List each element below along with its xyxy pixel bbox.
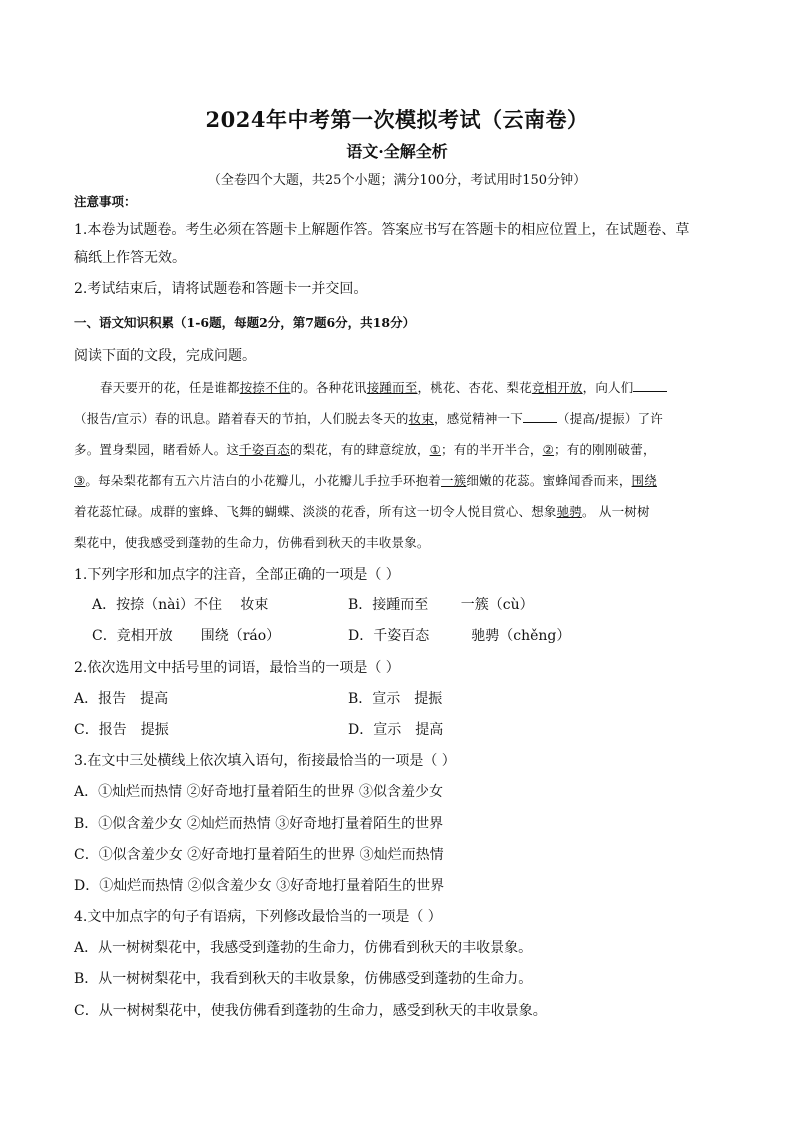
fill-blank <box>633 379 667 392</box>
question-4-option-c: C．从一树树梨花中，使我仿佛看到蓬勃的生命力，感受到秋天的丰收景象。 <box>74 1003 547 1019</box>
question-2-option-d: D．宣示 提高 <box>348 722 444 738</box>
question-3-option-b: B．①似含羞少女 ②灿烂而热情 ③好奇地打量着陌生的世界 <box>74 816 444 832</box>
question-1-option-a: A．按捺（nài）不住 妆束 <box>92 597 269 613</box>
fill-blank <box>523 410 557 423</box>
section-heading: 一、语文知识积累（1-6题，每题2分，第7题6分，共18分） <box>74 315 416 330</box>
text: 。 从一树树 <box>582 504 650 519</box>
notes-item-1b: 稿纸上作答无效。 <box>74 250 186 266</box>
notes-heading: 注意事项： <box>74 194 137 209</box>
text: （提高/提振）了许 <box>556 411 663 426</box>
text: ，向人们 <box>582 380 634 395</box>
question-2-option-c: C．报告 提振 <box>74 722 169 738</box>
underlined-text: 围绕 <box>631 473 657 488</box>
page-title: 2024年中考第一次模拟考试（云南卷） <box>205 107 589 132</box>
text: 。每朵梨花都有五六片洁白的小花瓣儿，小花瓣儿手拉手环抱着 <box>85 473 442 488</box>
text: 春天要开的花，任是谁都 <box>100 380 240 395</box>
text: ；有的刚刚破蕾， <box>554 442 656 457</box>
question-2-option-a: A．报告 提高 <box>74 691 169 707</box>
passage-line-2 <box>74 409 720 427</box>
passage-line-5 <box>74 502 720 520</box>
question-1-option-c: C．竞相开放 围绕（ráo） <box>92 628 281 644</box>
question-1-option-b: B．接踵而至 一簇（cù） <box>348 597 534 613</box>
underlined-text: 竞相开放 <box>531 380 583 395</box>
blank-marker-3: ③ <box>74 473 86 488</box>
underlined-text: 驰骋 <box>556 504 583 519</box>
text: 细嫩的花蕊。蜜蜂闻香而来， <box>466 473 632 488</box>
passage-line-6: 梨花中，使我感受到蓬勃的生命力，仿佛看到秋天的丰收景象。 <box>74 535 430 550</box>
question-2-stem: 2.依次选用文中括号里的词语，最恰当的一项是（ ） <box>74 660 400 676</box>
text: 多。置身梨园，睹看娇人。这 <box>74 442 240 457</box>
text: ；有的半开半合， <box>441 442 543 457</box>
passage-line-3 <box>74 440 720 458</box>
underlined-text: 一簇 <box>441 473 467 488</box>
text: 的梨花，有的肆意绽放， <box>289 442 430 457</box>
underlined-text: 千姿百态 <box>239 442 290 457</box>
text: 的。各种花讯 <box>290 380 367 395</box>
page-subtitle: 语文·全解全析 <box>346 142 448 161</box>
text: （报告/宣示）春的讯息。踏着春天的节拍，人们脱去冬天的 <box>74 411 409 426</box>
passage-line-1 <box>100 378 746 396</box>
question-4-option-b: B．从一树树梨花中，我看到秋天的丰收景象，仿佛感受到蓬勃的生命力。 <box>74 971 533 987</box>
notes-item-1a: 1.本卷为试题卷。考生必须在答题卡上解题作答。答案应书写在答题卡的相应位置上，在试题卷、草 <box>74 222 690 238</box>
question-2-option-b: B．宣示 提振 <box>348 691 443 707</box>
question-4-option-a: A．从一树树梨花中，我感受到蓬勃的生命力，仿佛看到秋天的丰收景象。 <box>74 940 533 956</box>
question-3-stem: 3.在文中三处横线上依次填入语句，衔接最恰当的一项是（ ） <box>74 753 456 769</box>
blank-marker-2: ② <box>542 442 555 457</box>
blank-marker-1: ① <box>429 442 442 457</box>
question-3-option-d: D．①灿烂而热情 ②似含羞少女 ③好奇地打量着陌生的世界 <box>74 878 445 894</box>
question-3-option-a: A．①灿烂而热情 ②好奇地打量着陌生的世界 ③似含羞少女 <box>74 784 444 800</box>
text: ，感觉精神一下 <box>434 411 523 426</box>
text: ，桃花、杏花、梨花 <box>417 380 532 395</box>
text: 着花蕊忙碌。成群的蜜蜂、飞舞的蝴蝶、淡淡的花香，所有这一切令人悦目赏心、想象 <box>74 504 557 519</box>
exam-info: （全卷四个大题，共25个小题；满分100分，考试用时150分钟） <box>207 173 587 188</box>
reading-instruction: 阅读下面的文段，完成问题。 <box>74 348 256 364</box>
underlined-text: 妆束 <box>408 411 435 426</box>
question-3-option-c: C．①似含羞少女 ②好奇地打量着陌生的世界 ③灿烂而热情 <box>74 847 444 863</box>
underlined-text: 接踵而至 <box>366 380 418 395</box>
question-4-stem: 4.文中加点字的句子有语病，下列修改最恰当的一项是（ ） <box>74 909 442 925</box>
notes-item-2: 2.考试结束后，请将试题卷和答题卡一并交回。 <box>74 281 368 297</box>
question-1-stem: 1.下列字形和加点字的注音，全部正确的一项是（ ） <box>74 567 400 583</box>
question-1-option-d: D．千姿百态 驰骋（chěng） <box>348 628 571 644</box>
underlined-text: 按捺不住 <box>239 380 291 395</box>
passage-line-4 <box>74 471 720 489</box>
